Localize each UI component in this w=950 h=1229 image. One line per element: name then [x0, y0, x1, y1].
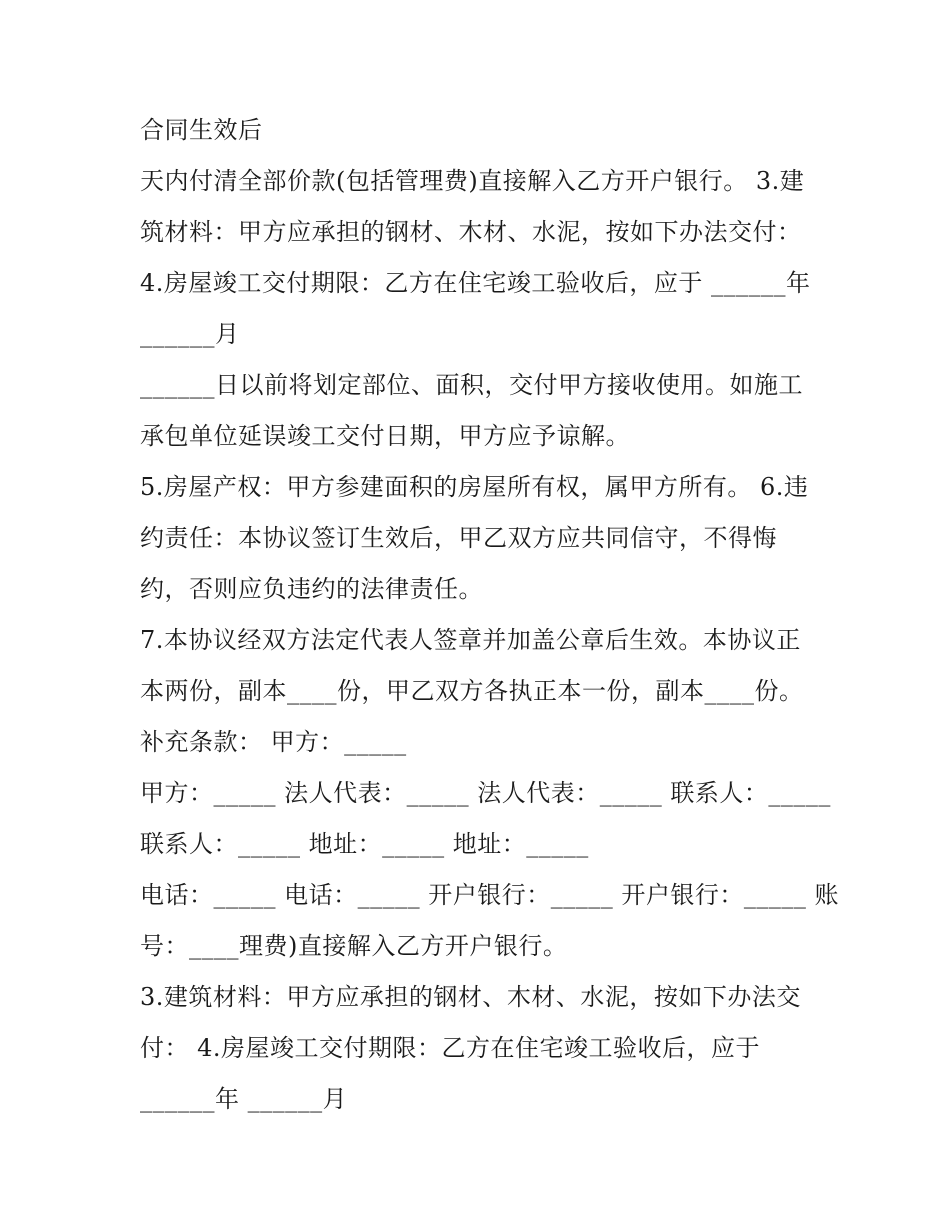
- text-line: 号：____理费)直接解入乙方开户银行。: [140, 932, 568, 960]
- text-line: 3.建筑材料：甲方应承担的钢材、木材、水泥，按如下办法交: [140, 983, 801, 1011]
- text-line: 电话：_____ 电话：_____ 开户银行：_____ 开户银行：_____ 账: [140, 881, 840, 909]
- text-line: 本两份，副本____份，甲乙双方各执正本一份，副本____份。: [140, 677, 804, 705]
- text-line: 合同生效后: [140, 116, 263, 144]
- text-line: 约，否则应负违约的法律责任。: [140, 575, 483, 603]
- text-line: ______年 ______月: [140, 1085, 348, 1113]
- text-line: 7.本协议经双方法定代表人签章并加盖公章后生效。本协议正: [140, 626, 801, 654]
- text-line: 筑材料：甲方应承担的钢材、木材、水泥，按如下办法交付：: [140, 218, 802, 246]
- text-line: 付： 4.房屋竣工交付期限：乙方在住宅竣工验收后，应于: [140, 1034, 761, 1062]
- text-line: 天内付清全部价款(包括管理费)直接解入乙方开户银行。 3.建: [140, 167, 805, 195]
- text-line: 4.房屋竣工交付期限：乙方在住宅竣工验收后，应于 ______年: [140, 269, 811, 297]
- document-body: [140, 108, 840, 1128]
- text-line: 补充条款： 甲方：_____: [140, 728, 407, 756]
- text-line: 5.房屋产权：甲方参建面积的房屋所有权，属甲方所有。 6.违: [140, 473, 809, 501]
- text-line: ______月: [140, 320, 240, 348]
- text-line: 约责任：本协议签订生效后，甲乙双方应共同信守，不得悔: [140, 524, 777, 552]
- text-line: 承包单位延误竣工交付日期，甲方应予谅解。: [140, 422, 630, 450]
- text-line: ______日以前将划定部位、面积，交付甲方接收使用。如施工: [140, 371, 803, 399]
- text-line: 甲方：_____ 法人代表：_____ 法人代表：_____ 联系人：_____: [140, 779, 831, 807]
- text-line: 联系人：_____ 地址：_____ 地址：_____: [140, 830, 589, 858]
